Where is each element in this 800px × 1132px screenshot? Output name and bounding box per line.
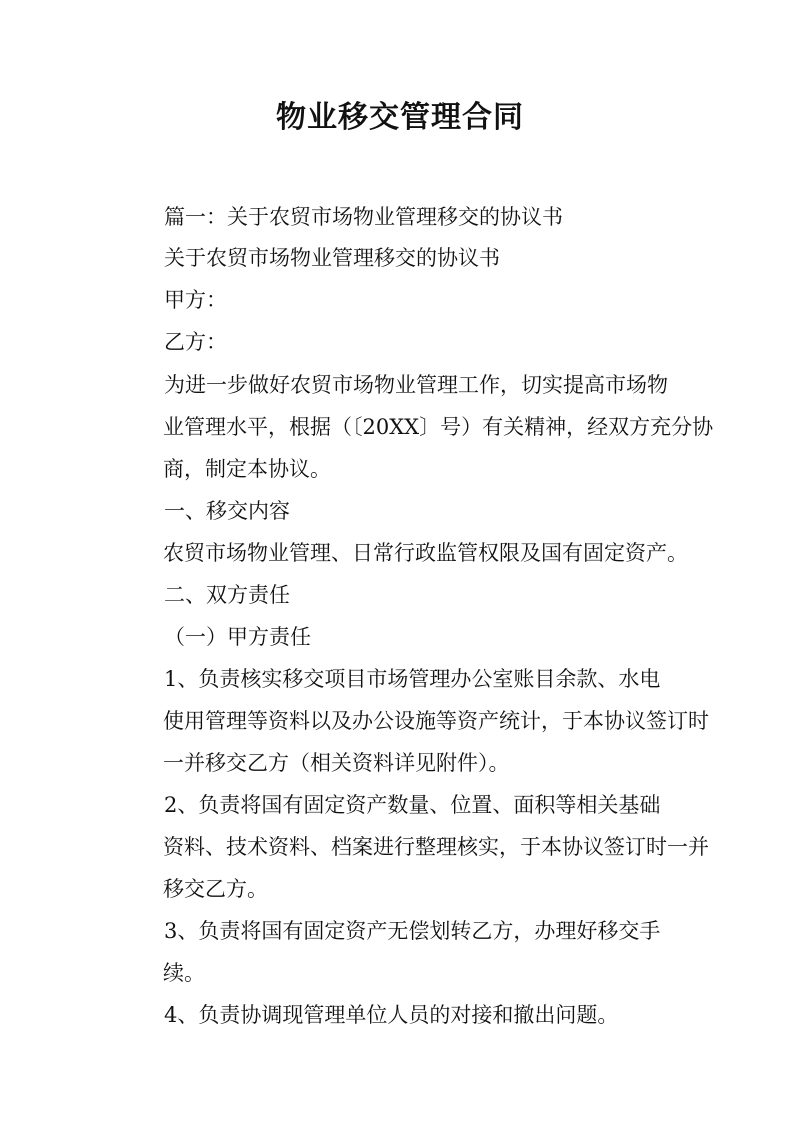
party-b-label: 乙方： [164, 330, 227, 354]
subsection-a-heading: （一）甲方责任 [164, 625, 311, 649]
document-title: 物业移交管理合同 [276, 100, 524, 135]
item-2-line-1: 2、负责将国有固定资产数量、位置、面积等相关基础 [164, 793, 661, 817]
section-1-body: 农贸市场物业管理、日常行政监管权限及国有固定资产。 [163, 541, 688, 565]
item-1-line-1: 1、负责核实移交项目市场管理办公室账目余款、水电 [164, 667, 661, 691]
item-2-line-2: 资料、技术资料、档案进行整理核实，于本协议签订时一并 [163, 835, 709, 859]
intro-line-2: 业管理水平，根据（〔20XX〕号）有关精神，经双方充分协 [163, 415, 714, 439]
intro-line-1: 为进一步做好农贸市场物业管理工作，切实提高市场物 [164, 373, 668, 397]
item-1-line-2: 使用管理等资料以及办公设施等资产统计，于本协议签订时 [163, 709, 709, 733]
section-2-heading: 二、双方责任 [164, 583, 290, 607]
item-4-line-1: 4、负责协调现管理单位人员的对接和撤出问题。 [164, 1003, 619, 1027]
item-3-line-2: 续。 [163, 961, 205, 985]
party-a-label: 甲方： [164, 288, 227, 312]
item-3-line-1: 3、负责将国有固定资产无偿划转乙方，办理好移交手 [164, 919, 661, 943]
intro-line-3: 商，制定本协议。 [163, 457, 331, 481]
item-1-line-3: 一并移交乙方（相关资料详见附件）。 [163, 751, 510, 775]
heading-1: 篇一：关于农贸市场物业管理移交的协议书 [164, 205, 563, 229]
item-2-line-3: 移交乙方。 [163, 877, 268, 901]
section-1-heading: 一、移交内容 [164, 499, 290, 523]
heading-2: 关于农贸市场物业管理移交的协议书 [164, 246, 500, 270]
